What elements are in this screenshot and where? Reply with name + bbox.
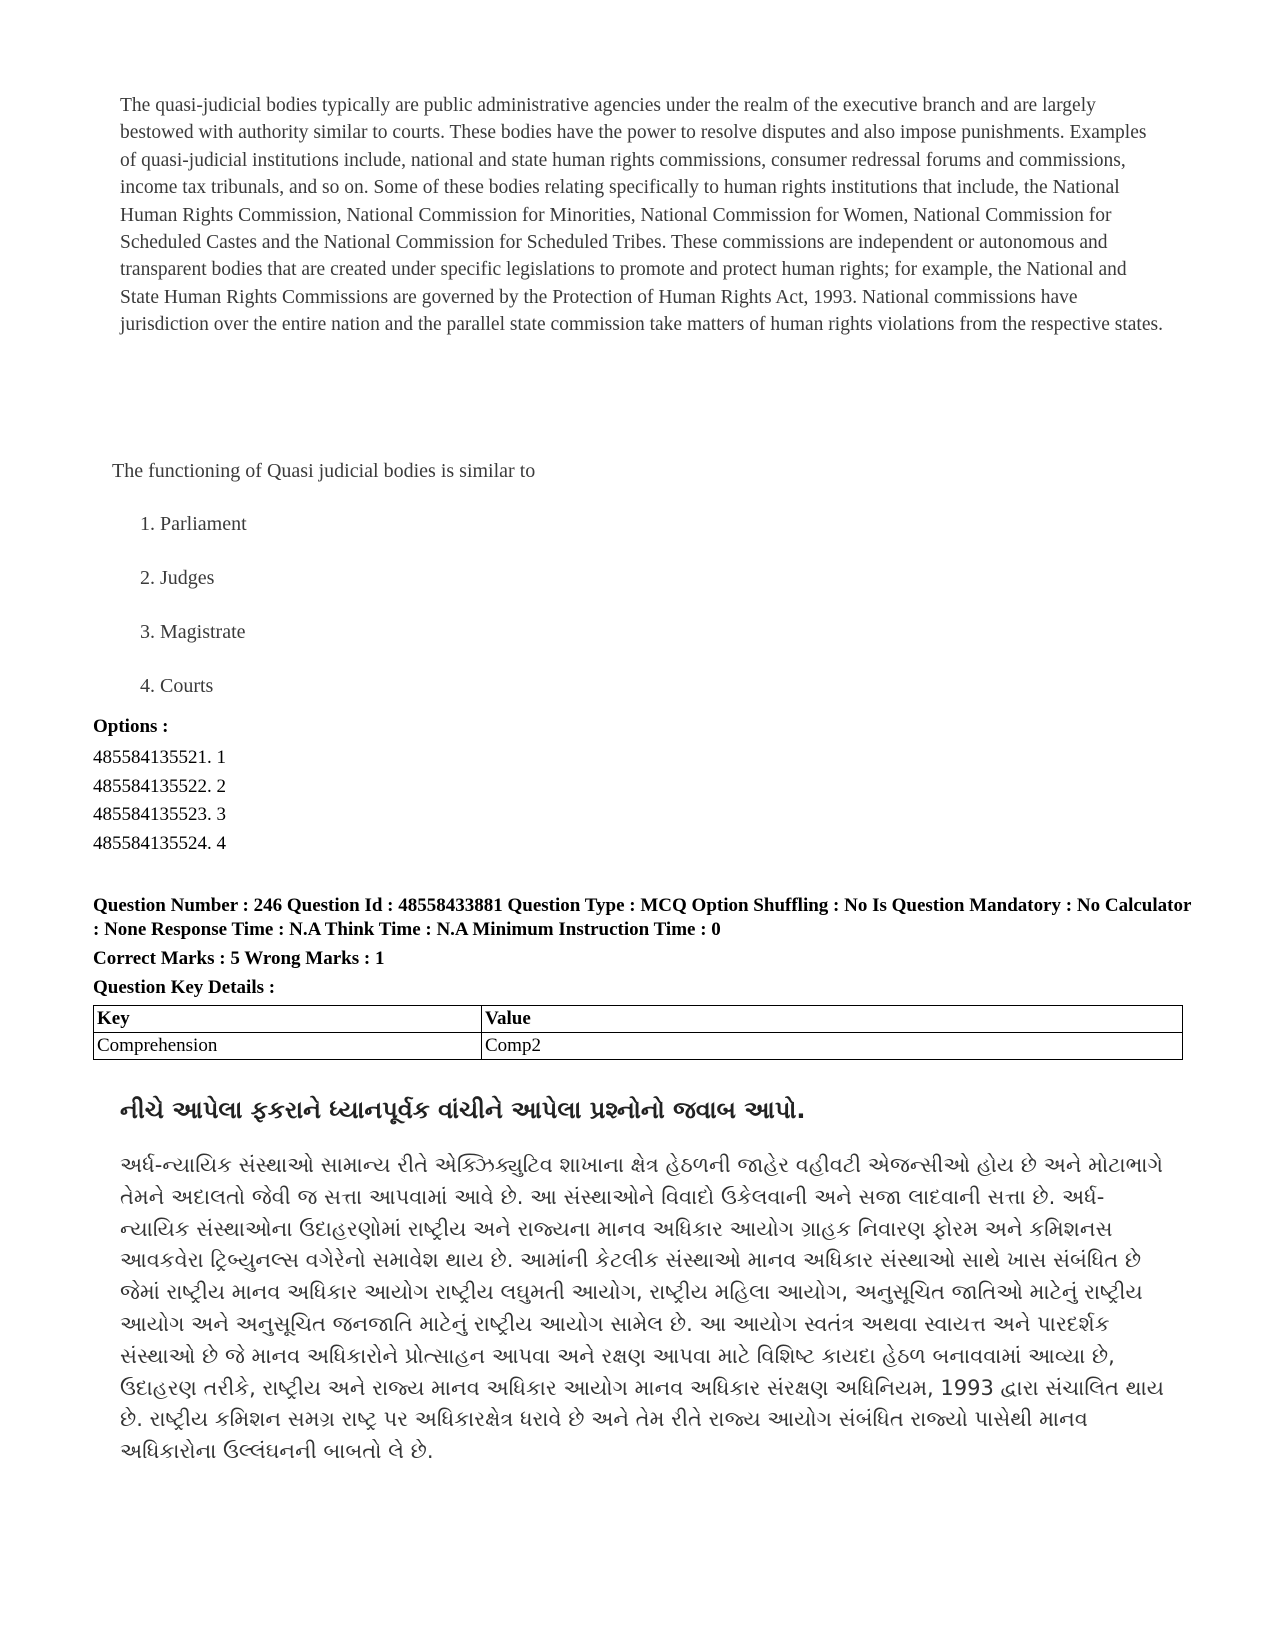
option-item: 485584135523. 3 — [93, 804, 226, 825]
gujarati-passage: અર્ધ-ન્યાયિક સંસ્થાઓ સામાન્ય રીતે એક્ઝિક્યુટિવ શાખાના ક્ષેત્ર હેઠળની જાહેર વહીવટી એજન્સીઓ હોય છે અને મોટાભાગે તેમને અદાલતો જેવી જ સત્તા આપવામાં આવે છે. આ સંસ્થાઓને વિવાદો ઉકેલવાની અને સજા લાદવાની સત્તા છે. અર્ધ-ન્યાયિક સંસ્થાઓના ઉદાહરણોમાં રાષ્ટ્રીય અને રાજ્યના માનવ અધિકાર આયોગ ગ્રાહક નિવારણ ફોરમ અને કમિશનસ આવકવેરા ટ્રિબ્યુનલ્સ વગેરેનો સમાવેશ થાય છે. આમાંની કેટલીક સંસ્થાઓ માનવ અધિકાર સંસ્થાઓ સાથે ખાસ સંબંધિત છે જેમાં રાષ્ટ્રીય માનવ અધિકાર આયોગ રાષ્ટ્રીય લઘુમતી આયોગ, રાષ્ટ્રીય મહિલા આયોગ, અનુસૂચિત જાતિઓ માટેનું રાષ્ટ્રીય આયોગ અને અનુસૂચિત જનજાતિ માટેનું રાષ્ટ્રીય આયોગ સામેલ છે. આ આયોગ સ્વતંત્ર અથવા સ્વાયત્ત અને પારદર્શક સંસ્થાઓ છે જે માનવ અધિકારોને પ્રોત્સાહન આપવા અને રક્ષણ આપવા માટે વિશિષ્ટ કાયદા હેઠળ બનાવવામાં આવ્યા છે, ઉદાહરણ તરીકે, રાષ્ટ્રીય અને રાજ્ય માનવ અધિકાર આયોગ માનવ અધિકાર સંરક્ષણ અધિનિયમ, 1993 દ્વારા સંચાલિત થાય છે. રાષ્ટ્રીય કમિશન સમગ્ર રાષ્ટ્ર પર અધિકારક્ષેત્ર ધરાવે છે અને તેમ રીતે રાજ્ય આયોગ સંબંધિત રાજ્યો પાસેથી માનવ અધિકારોના ઉલ્લંઘનની બાબતો લે છે. — [120, 1153, 1165, 1464]
choice-item: 4. Courts — [140, 675, 214, 697]
options-list — [93, 744, 226, 858]
english-passage: The quasi-judicial bodies typically are public administrative agencies under the realm of the executive branch and are largely bestowed with authority similar to courts. These bodies have the power to resolve disputes and also impose punishments. Examples of quasi-judicial institutions include, national and state human rights commissions, consumer redressal forums and commissions, income tax tribunals, and so on. Some of these bodies relating specifically to human rights institutions that include, the National Human Rights Commission, National Commission for Minorities, National Commission for Women, National Commission for Scheduled Castes and the National Commission for Scheduled Tribes. These commissions are independent or autonomous and transparent bodies that are created under specific legislations to promote and protect human rights; for example, the National and State Human Rights Commissions are governed by the Protection of Human Rights Act, 1993. National commissions have jurisdiction over the entire nation and the parallel state commission take matters of human rights violations from the respective states. — [120, 95, 1163, 336]
table-header-key: Key — [94, 1006, 482, 1033]
table-cell-key: Comprehension — [94, 1033, 482, 1060]
marks-line: Correct Marks : 5 Wrong Marks : 1 — [93, 948, 385, 969]
option-item: 485584135524. 4 — [93, 832, 226, 854]
table-header-row — [94, 1006, 1183, 1033]
key-details-table — [93, 1005, 1183, 1060]
key-details-heading: Question Key Details : — [93, 977, 276, 998]
choice-item: 2. Judges — [140, 567, 215, 589]
choice-item: 3. Magistrate — [140, 621, 246, 643]
table-cell-value: Comp2 — [482, 1033, 1183, 1060]
question-text: The functioning of Quasi judicial bodies is similar to — [112, 460, 536, 482]
choice-item: 1. Parliament — [140, 513, 247, 535]
question-metadata: Question Number : 246 Question Id : 48558433881 Question Type : MCQ Option Shuffling : No Is Question Mandatory : No Calculator : None Response Time : N.A Think Time : N.A Minimum Instruction Time : 0 — [93, 895, 1192, 940]
table-row — [94, 1033, 1183, 1060]
options-heading: Options : — [93, 716, 169, 737]
answer-choices — [140, 512, 247, 728]
option-item: 485584135521. 1 — [93, 747, 226, 768]
gujarati-heading: નીચે આપેલા ફકરાને ધ્યાનપૂર્વક વાંચીને આપેલા પ્રશ્નોનો જવાબ આપો. — [120, 1096, 806, 1124]
table-header-value: Value — [482, 1006, 1183, 1033]
option-item: 485584135522. 2 — [93, 775, 226, 797]
